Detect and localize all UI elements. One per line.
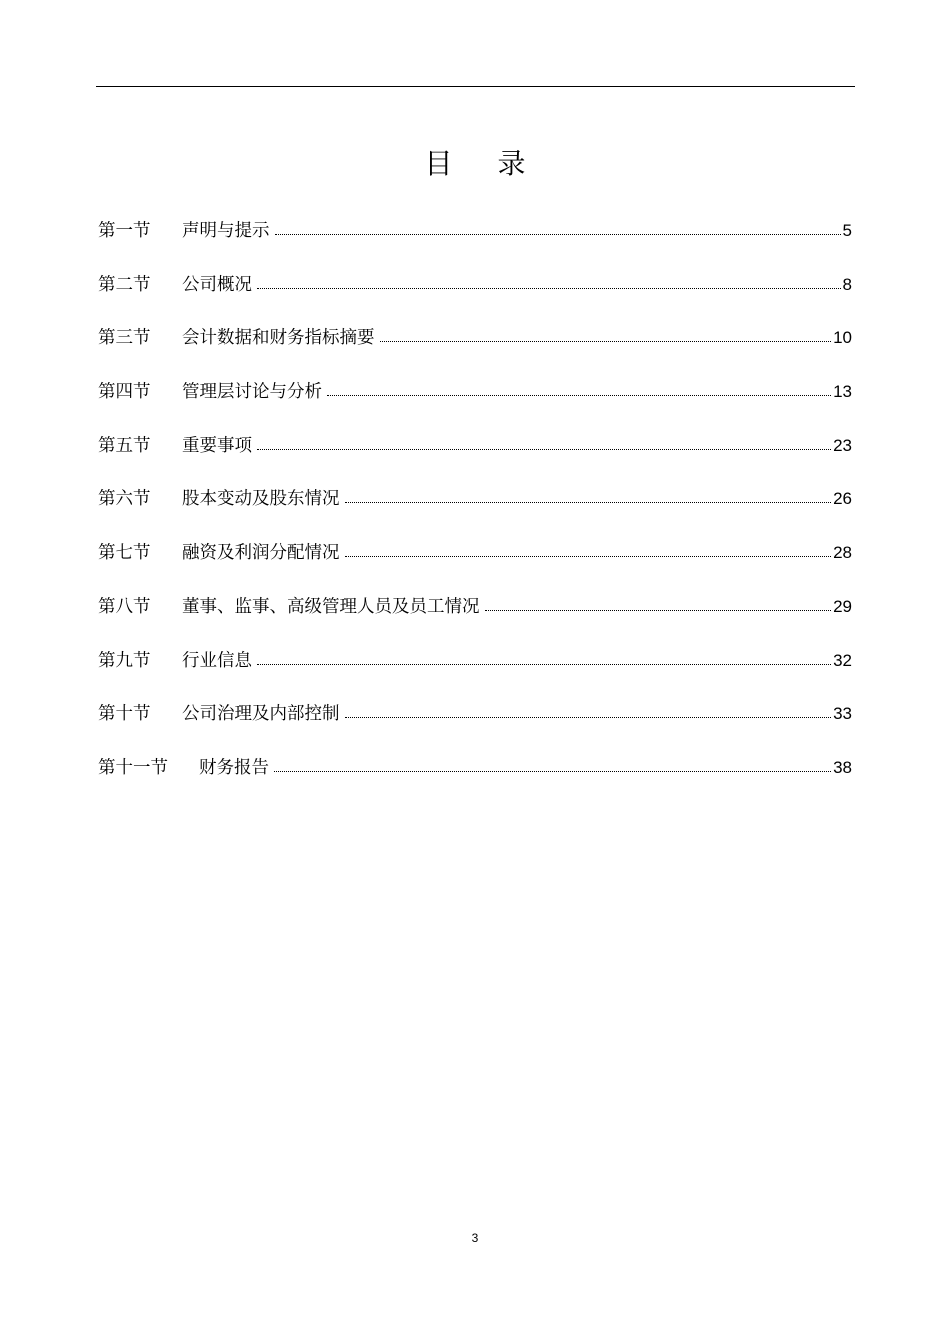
toc-dot-leader — [274, 757, 831, 772]
header-rule — [96, 86, 855, 87]
toc-section-title: 会计数据和财务指标摘要 — [182, 328, 375, 349]
toc-section-number: 第四节 — [98, 382, 151, 403]
toc-dot-leader — [257, 650, 831, 665]
toc-section-title: 财务报告 — [199, 757, 269, 778]
toc-page-number: 29 — [833, 596, 852, 616]
toc-section-number: 第六节 — [98, 489, 151, 510]
toc-entry[interactable] — [98, 700, 852, 754]
toc-section-title: 融资及利润分配情况 — [182, 543, 340, 564]
toc-page-number: 28 — [833, 543, 852, 563]
toc-section-number: 第七节 — [98, 543, 151, 564]
toc-entry[interactable] — [98, 324, 852, 378]
toc-page-number: 10 — [833, 328, 852, 348]
toc-dot-leader — [327, 381, 831, 396]
toc-section-number: 第八节 — [98, 596, 151, 617]
toc-dot-leader — [257, 274, 841, 289]
toc-dot-leader — [485, 596, 832, 611]
toc-section-title: 公司概况 — [182, 274, 252, 295]
toc-entry[interactable] — [98, 271, 852, 325]
toc-section-number: 第十一节 — [98, 757, 168, 778]
toc-entry[interactable] — [98, 593, 852, 647]
toc-dot-leader — [345, 488, 832, 503]
toc-section-title: 公司治理及内部控制 — [182, 704, 340, 725]
toc-page-number: 23 — [833, 435, 852, 455]
toc-entry[interactable] — [98, 485, 852, 539]
toc-page-number: 8 — [842, 274, 852, 294]
toc-page-number: 13 — [833, 382, 852, 402]
toc-section-number: 第五节 — [98, 435, 151, 456]
toc-entry[interactable] — [98, 432, 852, 486]
page-title: 目 录 — [424, 147, 544, 180]
toc-section-title: 声明与提示 — [182, 221, 270, 241]
toc-page-number: 38 — [833, 757, 852, 777]
toc-dot-leader — [257, 435, 831, 450]
toc-page-number: 33 — [833, 704, 852, 724]
toc-section-title: 管理层讨论与分析 — [182, 382, 322, 403]
table-of-contents — [98, 217, 852, 808]
toc-page-number: 32 — [833, 650, 852, 670]
toc-entry[interactable] — [98, 754, 852, 808]
toc-dot-leader — [380, 327, 832, 342]
toc-entry[interactable] — [98, 539, 852, 593]
toc-page-number: 26 — [833, 489, 852, 509]
toc-entry[interactable] — [98, 378, 852, 432]
toc-section-title: 行业信息 — [182, 650, 252, 671]
page-footer-number: 3 — [471, 1231, 479, 1245]
toc-section-title: 重要事项 — [182, 435, 252, 456]
toc-section-number: 第二节 — [98, 274, 151, 295]
toc-section-number: 第九节 — [98, 650, 151, 671]
toc-entry[interactable] — [98, 647, 852, 701]
toc-section-title: 股本变动及股东情况 — [182, 489, 340, 510]
toc-section-number: 第十节 — [98, 704, 151, 725]
toc-dot-leader — [275, 220, 841, 235]
toc-dot-leader — [345, 703, 832, 718]
toc-dot-leader — [345, 542, 832, 557]
toc-entry[interactable] — [98, 217, 852, 271]
toc-section-title: 董事、监事、高级管理人员及员工情况 — [182, 596, 480, 617]
toc-page-number: 5 — [842, 221, 852, 240]
toc-section-number: 第三节 — [98, 328, 151, 349]
toc-section-number: 第一节 — [98, 221, 151, 241]
